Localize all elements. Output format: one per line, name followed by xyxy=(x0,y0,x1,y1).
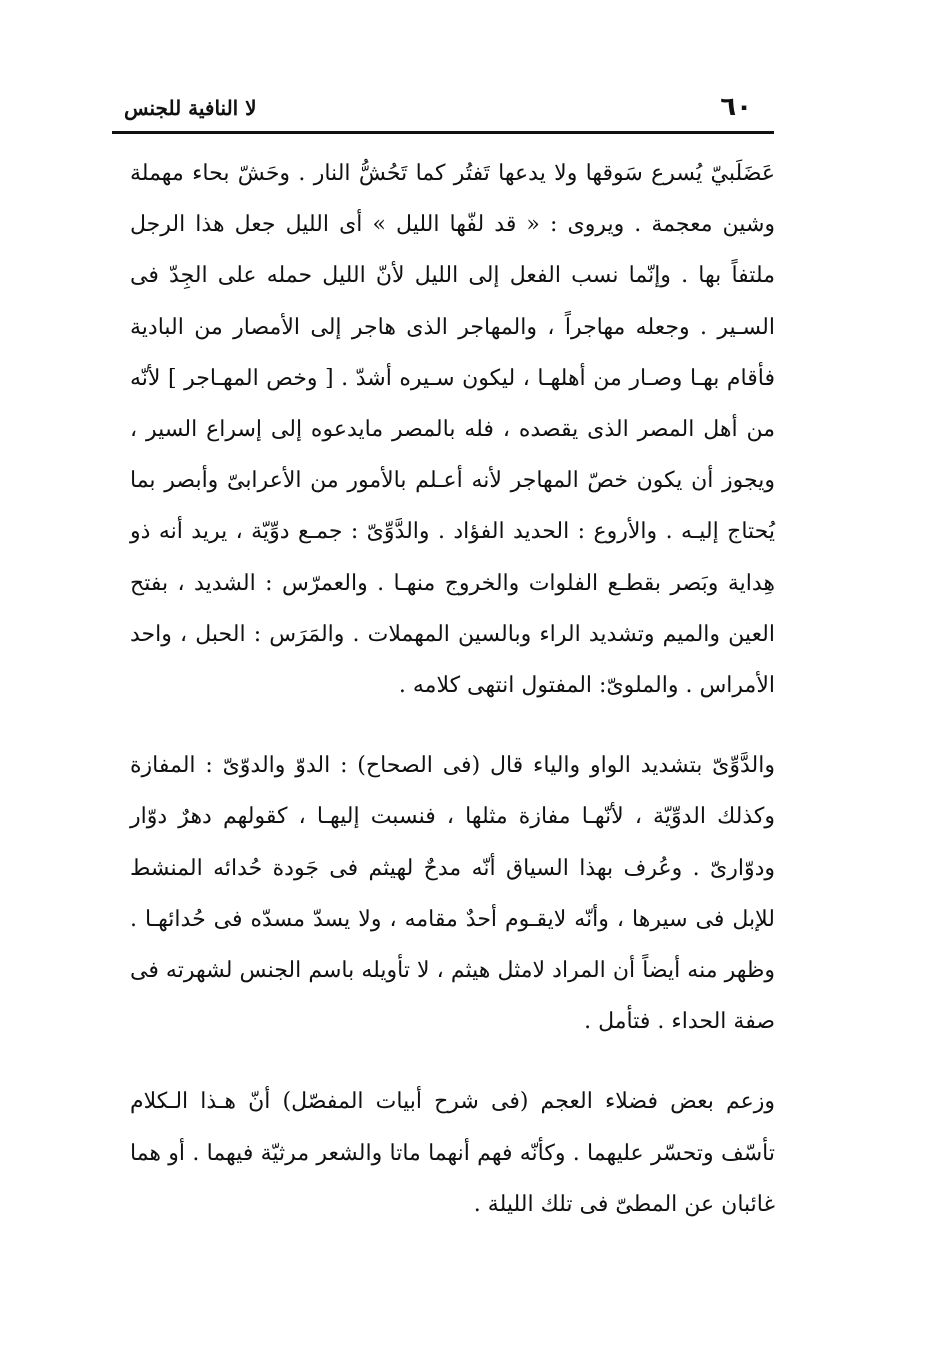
page-number: ٦٠ xyxy=(720,92,752,122)
paragraph-2: والدَّوِّىّ بتشديد الواو والياء قال (فى الصحاح) : الدوّ والدوّىّ : المفازة وكذلك الدوِّيّة ، لأنّهـا مفازة مثلها ، فنسبت إليهـا ، كقولهم دهرٌ دوّار ودوّارىّ . وعُرف بهذا السياق أنّه مدحٌ لهيثم فى جَودة حُدائه المنشط للإبل فى سيرها ، وأنّه لايقـوم أحدٌ مقامه ، ولا يسدّ مسدّه فى حُدائهـا . وظهر منه أيضاً أن المراد لامثل هيثم ، لا تأويله باسم الجنس لشهرته فى صفة الحداء . فتأمل . xyxy=(130,753,775,1035)
page-header xyxy=(112,92,772,130)
paragraph-3: وزعم بعض فضلاء العجم (فى شرح أبيات المفصّل) أنّ هـذا الـكلام تأسّف وتحسّر عليهما . وكأنّه فهم أنهما ماتا والشعر مرثيّة فيهما . أو هما غائبان عن المطىّ فى تلك الليلة . xyxy=(130,1089,775,1217)
paragraph-1: عَضَلَبيّ يُسرع سَوقها ولا يدعها تَفتُر كما تَحُشُّ النار . وحَشّ بحاء مهملة وشين معجمة . ويروى : « قد لفّها الليل » أى الليل جعل هذا الرجل ملتفاً بها . وإنّما نسب الفعل إلى الليل لأنّ الليل حمله على الجِدّ فى السـير . وجعله مهاجراً ، والمهاجر الذى هاجر إلى الأمصار من البادية فأقام بهـا وصـار من أهلهـا ، ليكون سـيره أشدّ . [ وخص المهـاجر ] لأنّه من أهل المصر الذى يقصده ، فله بالمصر مايدعوه إلى إسراع السير ، ويجوز أن يكون خصّ المهاجر لأنه أعـلم بالأمور من الأعرابىّ وأبصر بما يُحتاج إليـه . والأروع : الحديد الفؤاد . والدَّوِّىّ : جمـع دوِّيّة ، يريد أنه ذو هِداية وبَصر بقطـع الفلوات والخروج منهـا . والعمرّس : الشديد ، بفتح العين والميم وتشديد الراء وبالسين المهملات . والمَرَس : الحبل ، واحد الأمراس . والملوىّ: المفتول انتهى كلامه . xyxy=(130,161,775,699)
body-text xyxy=(130,148,775,1230)
header-rule xyxy=(112,131,774,134)
running-title: لا النافية للجنس xyxy=(124,96,257,120)
